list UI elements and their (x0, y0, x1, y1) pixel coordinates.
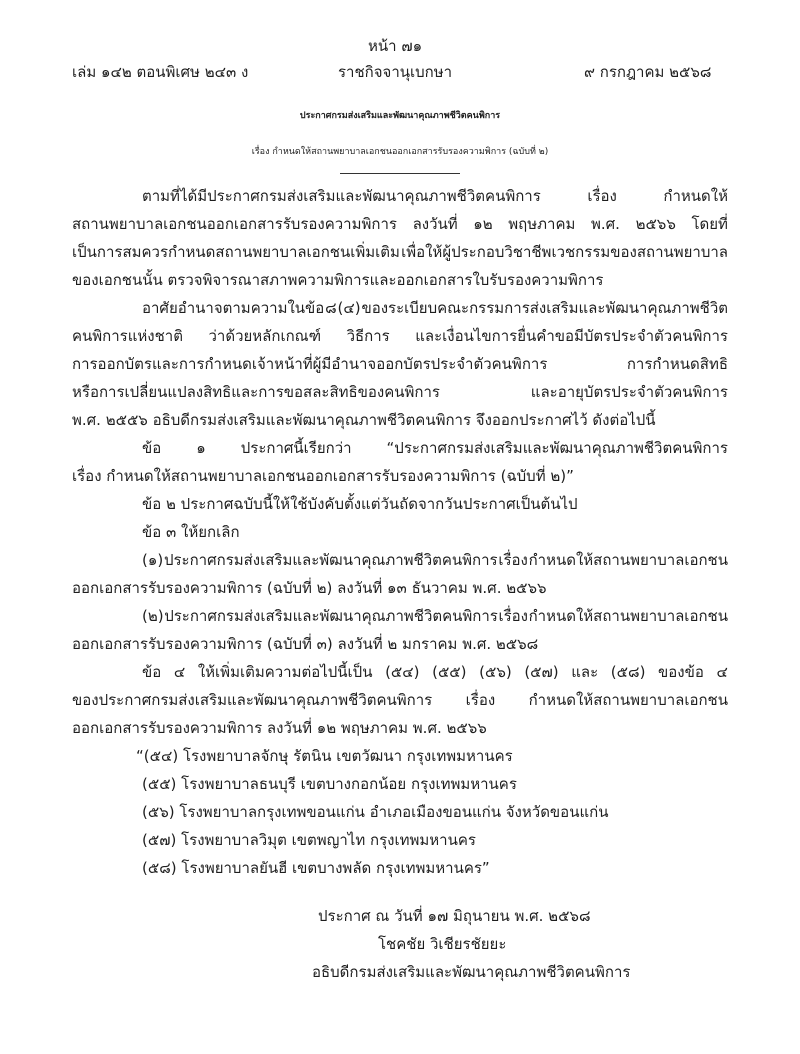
clause-1-line (142, 438, 728, 458)
page-number: หน้า ๗๑ (368, 37, 423, 55)
volume-info: เล่ม ๑๔๒ ตอนพิเศษ ๒๔๓ ง (72, 63, 249, 81)
word: ๒๕๖๖ (635, 215, 676, 233)
word: ของข้อ (658, 663, 704, 681)
word: (๕๕) (432, 663, 467, 681)
authority-line: พ.ศ. ๒๕๕๖ อธิบดีกรมส่งเสริมและพัฒนาคุณภาพชีวิตคนพิการ จึงออกประกาศไว้ ดังต่อไปนี้ (72, 411, 656, 429)
word: เรื่อง (465, 691, 496, 709)
word: คนพิการแห่งชาติ (72, 327, 183, 345)
clause-1-line: เรื่อง กำหนดให้สถานพยาบาลเอกชนออกเอกสารรับรองความพิการ (ฉบับที่ ๒)” (72, 467, 574, 485)
authority-line (142, 298, 728, 318)
word: กำหนดให้ (663, 187, 728, 205)
word: พ.ศ. (591, 215, 620, 233)
clause-3-item-1-line: ออกเอกสารรับรองความพิการ (ฉบับที่ ๒) ลงวันที่ ๑๓ ธันวาคม พ.ศ. ๒๕๖๖ (72, 579, 547, 597)
clause-4-line (142, 662, 728, 682)
word: กำหนดให้สถานพยาบาลเอกชน (528, 551, 728, 569)
word: เรื่อง (498, 607, 528, 625)
word: ๔ (173, 663, 186, 681)
hospital-list-item: (๕๘) โรงพยาบาลยันฮี เขตบางพลัด กรุงเทพมหานคร” (142, 859, 490, 877)
word: สถานพยาบาลเอกชนออกเอกสารรับรองความพิการ (72, 215, 397, 233)
hospital-list-item: (๕๖) โรงพยาบาลกรุงเทพขอนแก่น อำเภอเมืองขอนแก่น จังหวัดขอนแก่น (142, 803, 609, 821)
word: ของระเบียบคณะกรรมการส่งเสริมและพัฒนาคุณภาพชีวิต (361, 299, 728, 317)
hospital-list-item: (๕๗) โรงพยาบาลวิมุต เขตพญาไท กรุงเทพมหานคร (142, 831, 476, 849)
word: (๕๔) (385, 663, 420, 681)
word: ตามที่ได้มีประกาศกรมส่งเสริมและพัฒนาคุณภาพชีวิตคนพิการ (142, 187, 541, 205)
word: (๒) (142, 607, 164, 625)
word: ประกาศกรมส่งเสริมและพัฒนาคุณภาพชีวิตคนพิการ (163, 551, 498, 569)
word: “ประกาศกรมส่งเสริมและพัฒนาคุณภาพชีวิตคนพิการ (386, 439, 728, 457)
gazette-name: ราชกิจจานุเบกษา (338, 63, 453, 81)
preamble-line (72, 214, 728, 234)
word: การออกบัตรและการกำหนดเจ้าหน้าที่ผู้มีอำนาจออกบัตรประจำตัวคนพิการ (72, 355, 548, 373)
clause-3-item-2-line: ออกเอกสารรับรองความพิการ (ฉบับที่ ๓) ลงวันที่ ๒ มกราคม พ.ศ. ๒๕๖๘ (72, 635, 539, 653)
word: ลงวันที่ (412, 215, 458, 233)
word: กำหนดให้สถานพยาบาลเอกชน (528, 607, 728, 625)
signatory-position: อธิบดีกรมส่งเสริมและพัฒนาคุณภาพชีวิตคนพิการ (312, 963, 631, 981)
word: ประกาศนี้เรียกว่า (240, 439, 352, 457)
given-date: ประกาศ ณ วันที่ ๑๗ มิถุนายน พ.ศ. ๒๕๖๘ (318, 907, 591, 925)
authority-line (72, 382, 728, 402)
word: (๕๖) (479, 663, 512, 681)
word: (๕๗) (524, 663, 559, 681)
title-divider (340, 173, 460, 174)
word: ๑๒ (473, 215, 493, 233)
preamble-line: ของเอกชนนั้น ตรวจพิจารณาสภาพความพิการและออกเอกสารใบรับรองความพิการ (72, 271, 604, 289)
word: เป็นการสมควรกำหนดสถานพยาบาลเอกชนเพิ่มเติม (72, 243, 400, 261)
clause-3: ข้อ ๓ ให้ยกเลิก (142, 523, 240, 541)
word: ข้อ (142, 663, 162, 681)
word: ว่าด้วยหลักเกณฑ์ (208, 327, 322, 345)
preamble-line (142, 186, 728, 206)
clause-3-item-2-line (142, 606, 728, 626)
hospital-list-item: (๕๕) โรงพยาบาลธนบุรี เขตบางกอกน้อย กรุงเทพมหานคร (142, 775, 517, 793)
word: ของประกาศกรมส่งเสริมและพัฒนาคุณภาพชีวิตคนพิการ (72, 691, 433, 709)
clause-4-line (72, 690, 728, 710)
announcement-subject: เรื่อง กำหนดให้สถานพยาบาลเอกชนออกเอกสารรับรองความพิการ (ฉบับที่ ๒) (251, 147, 549, 157)
word: โดยที่ (691, 215, 728, 233)
word: ข้อ (142, 439, 162, 457)
word: ๑ (196, 439, 206, 457)
authority-line (72, 354, 728, 374)
announcement-title: ประกาศกรมส่งเสริมและพัฒนาคุณภาพชีวิตคนพิการ (299, 111, 501, 121)
word: อาศัยอำนาจตามความในข้อ (142, 299, 325, 317)
word: ๘ (325, 299, 337, 317)
word: (๕๘) (610, 663, 646, 681)
publication-date: ๙ กรกฎาคม ๒๕๖๘ (584, 63, 712, 81)
word: วิธีการ (346, 327, 390, 345)
clause-2: ข้อ ๒ ประกาศฉบับนี้ให้ใช้บังคับตั้งแต่วันถัดจากวันประกาศเป็นต้นไป (142, 495, 578, 513)
clause-4-line: ออกเอกสารรับรองความพิการ ลงวันที่ ๑๒ พฤษภาคม พ.ศ. ๒๕๖๖ (72, 719, 487, 737)
word: ให้เพิ่มเติมความต่อไปนี้เป็น (197, 663, 373, 681)
word: เพื่อให้ผู้ประกอบวิชาชีพเวชกรรมของสถานพยาบาล (401, 243, 728, 261)
word: หรือการเปลี่ยนแปลงสิทธิและการขอสละสิทธิของคนพิการ (72, 383, 440, 401)
word: การกำหนดสิทธิ (626, 355, 728, 373)
word: เรื่อง (587, 187, 617, 205)
clause-3-item-1-line (142, 550, 728, 570)
hospital-list-item: “(๕๔) โรงพยาบาลจักษุ รัตนิน เขตวัฒนา กรุงเทพมหานคร (136, 747, 513, 765)
word: และเงื่อนไขการยื่นคำขอมีบัตรประจำตัวคนพิการ (415, 327, 728, 345)
word: ประกาศกรมส่งเสริมและพัฒนาคุณภาพชีวิตคนพิการ (164, 607, 498, 625)
word: และ (571, 663, 599, 681)
word: (๑) (142, 551, 164, 569)
preamble-line (72, 242, 728, 262)
signatory-name: โชคชัย วิเชียรชัยยะ (378, 935, 507, 953)
word: และอายุบัตรประจำตัวคนพิการ (530, 383, 728, 401)
authority-line (72, 326, 728, 346)
word: พฤษภาคม (508, 215, 576, 233)
word: ๔ (716, 663, 728, 681)
word: (๔) (337, 299, 361, 317)
word: เรื่อง (498, 551, 528, 569)
word: กำหนดให้สถานพยาบาลเอกชน (528, 691, 728, 709)
